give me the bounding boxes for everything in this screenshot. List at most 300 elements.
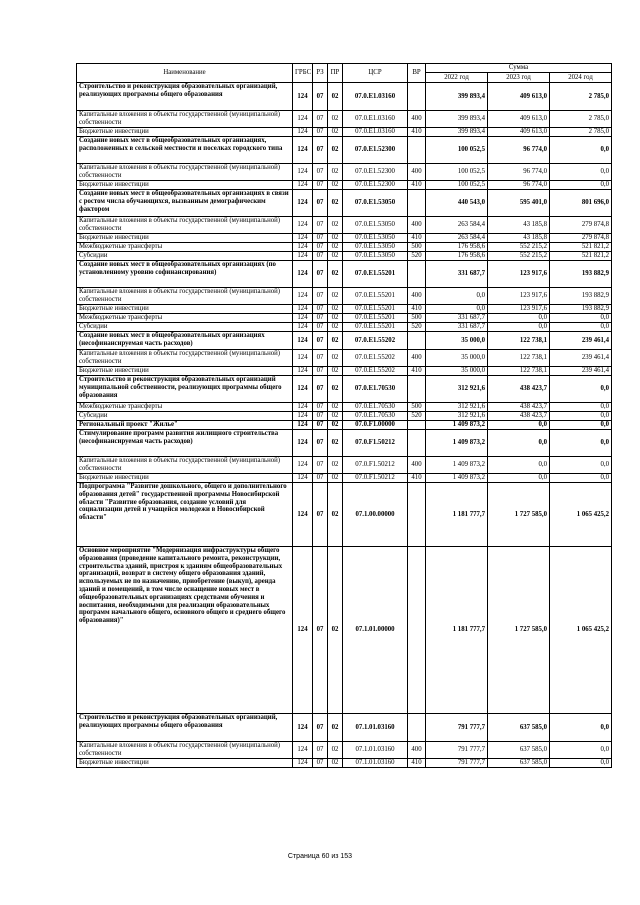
cell-vr: 400 [408, 111, 426, 128]
cell-rz: 07 [313, 261, 328, 288]
cell-csr: 07.0.E1.53050 [343, 252, 408, 261]
cell-pr: 02 [328, 305, 343, 314]
budget-table [76, 63, 612, 768]
table-row [77, 137, 612, 164]
cell-2022: 263 584,4 [426, 234, 488, 243]
cell-rz: 07 [313, 181, 328, 190]
cell-vr: 520 [408, 252, 426, 261]
cell-name: Основное мероприятие "Модернизация инфраструктуры общего образования (проведение капитального ремонта, реконструкции, строительства зданий, пристроя к зданиям общеобразовательных организаций, возврат в систему общего образования зданий, используемых не по назначению, приобретение (выкуп), аренда зданий и помещений, в том числе оснащение новых мест в общеобразовательных организациях средствами обучения и воспитания, необходимыми для реализации образовательных программ начального общего, основного общего и среднего общего образования)" [77, 547, 293, 714]
cell-csr: 07.1.01.03160 [343, 714, 408, 742]
cell-2022: 176 958,6 [426, 252, 488, 261]
cell-vr [408, 714, 426, 742]
cell-grbs: 124 [293, 376, 313, 403]
header-vr: ВР [408, 64, 426, 83]
cell-2023: 0,0 [488, 474, 550, 483]
cell-name: Капитальные вложения в объекты государственной (муниципальной) собственности [77, 111, 293, 128]
header-sum: Сумма [426, 64, 612, 73]
cell-pr: 02 [328, 714, 343, 742]
cell-2024: 239 461,4 [550, 350, 612, 367]
cell-csr: 07.1.01.00000 [343, 547, 408, 714]
table-row [77, 474, 612, 483]
table-row [77, 314, 612, 323]
cell-2023: 0,0 [488, 421, 550, 430]
cell-csr: 07.0.E1.53050 [343, 190, 408, 217]
cell-name: Бюджетные инвестиции [77, 759, 293, 768]
cell-rz: 07 [313, 421, 328, 430]
cell-grbs: 124 [293, 190, 313, 217]
cell-csr: 07.0.E1.70530 [343, 412, 408, 421]
cell-rz: 07 [313, 742, 328, 759]
cell-2023: 409 613,0 [488, 111, 550, 128]
cell-csr: 07.0.E1.70530 [343, 376, 408, 403]
cell-vr: 410 [408, 367, 426, 376]
cell-rz: 07 [313, 332, 328, 350]
cell-2024: 0,0 [550, 314, 612, 323]
cell-rz: 07 [313, 367, 328, 376]
cell-2022: 399 893,4 [426, 111, 488, 128]
cell-vr: 400 [408, 217, 426, 234]
cell-name: Межбюджетные трансферты [77, 314, 293, 323]
cell-2022: 312 921,6 [426, 376, 488, 403]
cell-2023: 43 185,8 [488, 234, 550, 243]
cell-2023: 637 585,0 [488, 759, 550, 768]
cell-2023: 96 774,0 [488, 181, 550, 190]
cell-grbs: 124 [293, 252, 313, 261]
cell-name: Бюджетные инвестиции [77, 305, 293, 314]
cell-pr: 02 [328, 457, 343, 474]
cell-rz: 07 [313, 111, 328, 128]
cell-grbs: 124 [293, 314, 313, 323]
cell-2024: 2 785,0 [550, 111, 612, 128]
cell-csr: 07.0.E1.55201 [343, 314, 408, 323]
cell-csr: 07.0.E1.03160 [343, 83, 408, 111]
cell-pr: 02 [328, 252, 343, 261]
cell-2023: 43 185,8 [488, 217, 550, 234]
cell-csr: 07.0.E1.53050 [343, 217, 408, 234]
table-row [77, 376, 612, 403]
cell-pr: 02 [328, 190, 343, 217]
cell-csr: 07.0.E1.52300 [343, 164, 408, 181]
cell-rz: 07 [313, 288, 328, 305]
cell-2024: 0,0 [550, 714, 612, 742]
cell-name: Субсидии [77, 323, 293, 332]
cell-csr: 07.0.F1.00000 [343, 421, 408, 430]
cell-2022: 399 893,4 [426, 128, 488, 137]
cell-vr: 400 [408, 457, 426, 474]
cell-grbs: 124 [293, 261, 313, 288]
cell-2023: 637 585,0 [488, 742, 550, 759]
cell-rz: 07 [313, 483, 328, 547]
cell-vr: 500 [408, 243, 426, 252]
cell-2023: 595 401,0 [488, 190, 550, 217]
cell-pr: 02 [328, 243, 343, 252]
cell-name: Субсидии [77, 252, 293, 261]
cell-2022: 0,0 [426, 288, 488, 305]
cell-2022: 312 921,6 [426, 403, 488, 412]
cell-2022: 176 958,6 [426, 243, 488, 252]
cell-name: Капитальные вложения в объекты государственной (муниципальной) собственности [77, 742, 293, 759]
cell-pr: 02 [328, 181, 343, 190]
cell-grbs: 124 [293, 547, 313, 714]
cell-rz: 07 [313, 190, 328, 217]
cell-2024: 239 461,4 [550, 332, 612, 350]
header-2024: 2024 год [550, 73, 612, 83]
cell-2024: 279 874,8 [550, 234, 612, 243]
cell-2023: 0,0 [488, 314, 550, 323]
cell-pr: 02 [328, 421, 343, 430]
cell-pr: 02 [328, 430, 343, 457]
cell-pr: 02 [328, 547, 343, 714]
cell-2022: 100 052,5 [426, 181, 488, 190]
cell-2023: 552 215,2 [488, 243, 550, 252]
cell-2024: 239 461,4 [550, 367, 612, 376]
cell-2022: 0,0 [426, 305, 488, 314]
cell-vr [408, 83, 426, 111]
table-row [77, 323, 612, 332]
cell-csr: 07.0.E1.53050 [343, 243, 408, 252]
cell-pr: 02 [328, 332, 343, 350]
cell-2024: 193 882,9 [550, 305, 612, 314]
cell-2024: 0,0 [550, 430, 612, 457]
cell-grbs: 124 [293, 83, 313, 111]
cell-2024: 0,0 [550, 376, 612, 403]
cell-name: Бюджетные инвестиции [77, 234, 293, 243]
cell-2024: 193 882,9 [550, 261, 612, 288]
cell-rz: 07 [313, 403, 328, 412]
table-row [77, 83, 612, 111]
cell-2022: 1 409 873,2 [426, 457, 488, 474]
cell-2023: 123 917,6 [488, 261, 550, 288]
cell-pr: 02 [328, 376, 343, 403]
cell-2024: 2 785,0 [550, 128, 612, 137]
cell-2024: 0,0 [550, 164, 612, 181]
cell-2022: 263 584,4 [426, 217, 488, 234]
cell-pr: 02 [328, 474, 343, 483]
cell-csr: 07.0.E1.55201 [343, 261, 408, 288]
cell-vr [408, 332, 426, 350]
table-row [77, 217, 612, 234]
cell-vr: 410 [408, 759, 426, 768]
table-row [77, 128, 612, 137]
cell-csr: 07.0.E1.70530 [343, 403, 408, 412]
cell-grbs: 124 [293, 412, 313, 421]
cell-2024: 193 882,9 [550, 288, 612, 305]
table-row [77, 457, 612, 474]
cell-pr: 02 [328, 314, 343, 323]
cell-2022: 791 777,7 [426, 714, 488, 742]
cell-rz: 07 [313, 412, 328, 421]
cell-2022: 331 687,7 [426, 323, 488, 332]
cell-2022: 399 893,4 [426, 83, 488, 111]
cell-csr: 07.1.01.03160 [343, 742, 408, 759]
cell-grbs: 124 [293, 164, 313, 181]
cell-grbs: 124 [293, 234, 313, 243]
cell-pr: 02 [328, 350, 343, 367]
cell-grbs: 124 [293, 137, 313, 164]
cell-2023: 96 774,0 [488, 137, 550, 164]
cell-name: Бюджетные инвестиции [77, 181, 293, 190]
table-row [77, 547, 612, 714]
cell-2023: 122 738,1 [488, 350, 550, 367]
cell-rz: 07 [313, 474, 328, 483]
cell-pr: 02 [328, 759, 343, 768]
cell-csr: 07.0.E1.55202 [343, 350, 408, 367]
cell-pr: 02 [328, 742, 343, 759]
cell-name: Строительство и реконструкция образовательных организаций, реализующих программы общего образования [77, 714, 293, 742]
cell-rz: 07 [313, 137, 328, 164]
cell-2024: 0,0 [550, 181, 612, 190]
cell-2022: 312 921,6 [426, 412, 488, 421]
cell-name: Подпрограмма "Развитие дошкольного, общего и дополнительного образования детей" государственной программы Новосибирской области "Развитие образования, создание условий для социализации детей и учащейся молодежи в Новосибирской области" [77, 483, 293, 547]
cell-vr: 410 [408, 474, 426, 483]
cell-name: Субсидии [77, 412, 293, 421]
cell-grbs: 124 [293, 128, 313, 137]
table-row [77, 714, 612, 742]
cell-2024: 521 821,2 [550, 252, 612, 261]
cell-csr: 07.0.E1.55201 [343, 288, 408, 305]
cell-2024: 0,0 [550, 137, 612, 164]
cell-csr: 07.0.F1.50212 [343, 457, 408, 474]
cell-2023: 438 423,7 [488, 403, 550, 412]
cell-vr [408, 547, 426, 714]
cell-2022: 331 687,7 [426, 261, 488, 288]
cell-vr: 500 [408, 314, 426, 323]
cell-name: Создание новых мест в общеобразовательных организациях (несофинансируемая часть расходов) [77, 332, 293, 350]
cell-2022: 35 000,0 [426, 350, 488, 367]
cell-2023: 1 727 585,0 [488, 547, 550, 714]
cell-rz: 07 [313, 217, 328, 234]
cell-rz: 07 [313, 376, 328, 403]
cell-name: Капитальные вложения в объекты государственной (муниципальной) собственности [77, 457, 293, 474]
table-row [77, 243, 612, 252]
cell-vr: 400 [408, 350, 426, 367]
table-row [77, 430, 612, 457]
cell-vr: 520 [408, 323, 426, 332]
cell-grbs: 124 [293, 305, 313, 314]
cell-2022: 331 687,7 [426, 314, 488, 323]
header-name: Наименование [77, 64, 293, 83]
cell-2022: 35 000,0 [426, 367, 488, 376]
cell-grbs: 124 [293, 243, 313, 252]
cell-2024: 0,0 [550, 759, 612, 768]
header-2023: 2023 год [488, 73, 550, 83]
cell-2023: 552 215,2 [488, 252, 550, 261]
header-grbs: ГРБС [293, 64, 313, 83]
cell-vr [408, 430, 426, 457]
cell-grbs: 124 [293, 483, 313, 547]
cell-pr: 02 [328, 111, 343, 128]
cell-csr: 07.0.E1.03160 [343, 128, 408, 137]
table-row [77, 261, 612, 288]
cell-rz: 07 [313, 243, 328, 252]
cell-rz: 07 [313, 714, 328, 742]
cell-2023: 96 774,0 [488, 164, 550, 181]
cell-rz: 07 [313, 430, 328, 457]
cell-pr: 02 [328, 234, 343, 243]
cell-name: Межбюджетные трансферты [77, 403, 293, 412]
cell-pr: 02 [328, 217, 343, 234]
cell-2024: 0,0 [550, 742, 612, 759]
cell-2023: 0,0 [488, 457, 550, 474]
cell-2023: 123 917,6 [488, 288, 550, 305]
table-row [77, 421, 612, 430]
table-row [77, 164, 612, 181]
cell-pr: 02 [328, 137, 343, 164]
cell-rz: 07 [313, 234, 328, 243]
cell-csr: 07.0.E1.55202 [343, 332, 408, 350]
cell-2024: 0,0 [550, 474, 612, 483]
cell-2024: 279 874,8 [550, 217, 612, 234]
table-row [77, 742, 612, 759]
cell-2023: 438 423,7 [488, 412, 550, 421]
cell-vr: 500 [408, 403, 426, 412]
cell-2024: 521 821,2 [550, 243, 612, 252]
cell-grbs: 124 [293, 111, 313, 128]
cell-2023: 123 917,6 [488, 305, 550, 314]
cell-2024: 0,0 [550, 412, 612, 421]
cell-vr: 520 [408, 412, 426, 421]
cell-2022: 1 409 873,2 [426, 430, 488, 457]
cell-pr: 02 [328, 261, 343, 288]
cell-2023: 122 738,1 [488, 367, 550, 376]
cell-csr: 07.0.E1.03160 [343, 111, 408, 128]
cell-grbs: 124 [293, 350, 313, 367]
cell-rz: 07 [313, 323, 328, 332]
cell-2024: 801 696,0 [550, 190, 612, 217]
cell-grbs: 124 [293, 742, 313, 759]
cell-csr: 07.0.E1.52300 [343, 181, 408, 190]
cell-name: Стимулирование программ развития жилищного строительства (несофинансируемая часть расходов) [77, 430, 293, 457]
cell-rz: 07 [313, 759, 328, 768]
cell-pr: 02 [328, 483, 343, 547]
cell-name: Капитальные вложения в объекты государственной (муниципальной) собственности [77, 288, 293, 305]
cell-rz: 07 [313, 252, 328, 261]
cell-vr: 410 [408, 305, 426, 314]
cell-2022: 1 181 777,7 [426, 483, 488, 547]
cell-2023: 409 613,0 [488, 83, 550, 111]
cell-2024: 0,0 [550, 457, 612, 474]
cell-csr: 07.1.00.00000 [343, 483, 408, 547]
cell-2022: 100 052,5 [426, 164, 488, 181]
cell-pr: 02 [328, 323, 343, 332]
header-csr: ЦСР [343, 64, 408, 83]
cell-2022: 100 052,5 [426, 137, 488, 164]
cell-2024: 1 065 425,2 [550, 483, 612, 547]
cell-2022: 35 000,0 [426, 332, 488, 350]
table-row [77, 252, 612, 261]
cell-rz: 07 [313, 314, 328, 323]
cell-rz: 07 [313, 305, 328, 314]
budget-table-body [77, 83, 612, 768]
cell-name: Создание новых мест в общеобразовательных организациях в связи с ростом числа обучающихся, вызванным демографическим фактором [77, 190, 293, 217]
cell-grbs: 124 [293, 181, 313, 190]
cell-vr: 410 [408, 181, 426, 190]
table-row [77, 483, 612, 547]
cell-grbs: 124 [293, 759, 313, 768]
page-number: Страница 60 из 153 [287, 853, 353, 860]
table-row [77, 288, 612, 305]
cell-grbs: 124 [293, 457, 313, 474]
cell-name: Создание новых мест в общеобразовательных организациях (по установленному уровню софинансирования) [77, 261, 293, 288]
table-row [77, 350, 612, 367]
table-row [77, 190, 612, 217]
cell-vr: 400 [408, 288, 426, 305]
cell-2024: 1 065 425,2 [550, 547, 612, 714]
cell-grbs: 124 [293, 217, 313, 234]
cell-rz: 07 [313, 457, 328, 474]
header-rz: РЗ [313, 64, 328, 83]
cell-2024: 2 785,0 [550, 83, 612, 111]
table-row [77, 181, 612, 190]
cell-grbs: 124 [293, 367, 313, 376]
cell-2023: 0,0 [488, 323, 550, 332]
cell-2024: 0,0 [550, 421, 612, 430]
header-2022: 2022 год [426, 73, 488, 83]
cell-vr: 410 [408, 234, 426, 243]
cell-rz: 07 [313, 128, 328, 137]
cell-name: Бюджетные инвестиции [77, 367, 293, 376]
cell-grbs: 124 [293, 332, 313, 350]
cell-2023: 438 423,7 [488, 376, 550, 403]
cell-vr: 400 [408, 742, 426, 759]
cell-grbs: 124 [293, 403, 313, 412]
cell-vr [408, 261, 426, 288]
cell-name: Бюджетные инвестиции [77, 474, 293, 483]
cell-2024: 0,0 [550, 403, 612, 412]
cell-vr [408, 483, 426, 547]
cell-vr: 400 [408, 164, 426, 181]
cell-2023: 0,0 [488, 430, 550, 457]
cell-vr [408, 137, 426, 164]
cell-name: Создание новых мест в общеобразовательных организациях, расположенных в сельской местности и поселках городского типа [77, 137, 293, 164]
table-row [77, 759, 612, 768]
cell-csr: 07.1.01.03160 [343, 759, 408, 768]
cell-2023: 637 585,0 [488, 714, 550, 742]
cell-2024: 0,0 [550, 323, 612, 332]
cell-grbs: 124 [293, 474, 313, 483]
table-row [77, 367, 612, 376]
cell-pr: 02 [328, 288, 343, 305]
table-row [77, 305, 612, 314]
cell-2022: 440 543,0 [426, 190, 488, 217]
cell-2022: 791 777,7 [426, 742, 488, 759]
table-row [77, 332, 612, 350]
cell-grbs: 124 [293, 323, 313, 332]
table-row [77, 234, 612, 243]
cell-name: Бюджетные инвестиции [77, 128, 293, 137]
cell-name: Капитальные вложения в объекты государственной (муниципальной) собственности [77, 217, 293, 234]
cell-2022: 1 409 873,2 [426, 474, 488, 483]
header-pr: ПР [328, 64, 343, 83]
cell-vr: 410 [408, 128, 426, 137]
cell-rz: 07 [313, 164, 328, 181]
cell-name: Строительство и реконструкция образовательных организаций, реализующих программы общего образования [77, 83, 293, 111]
cell-name: Капитальные вложения в объекты государственной (муниципальной) собственности [77, 350, 293, 367]
cell-pr: 02 [328, 403, 343, 412]
cell-2023: 409 613,0 [488, 128, 550, 137]
cell-2023: 1 727 585,0 [488, 483, 550, 547]
cell-csr: 07.0.E1.52300 [343, 137, 408, 164]
cell-vr [408, 190, 426, 217]
cell-grbs: 124 [293, 430, 313, 457]
cell-2022: 791 777,7 [426, 759, 488, 768]
cell-csr: 07.0.F1.50212 [343, 430, 408, 457]
cell-pr: 02 [328, 83, 343, 111]
cell-rz: 07 [313, 547, 328, 714]
table-row [77, 412, 612, 421]
cell-csr: 07.0.E1.55202 [343, 367, 408, 376]
cell-pr: 02 [328, 367, 343, 376]
